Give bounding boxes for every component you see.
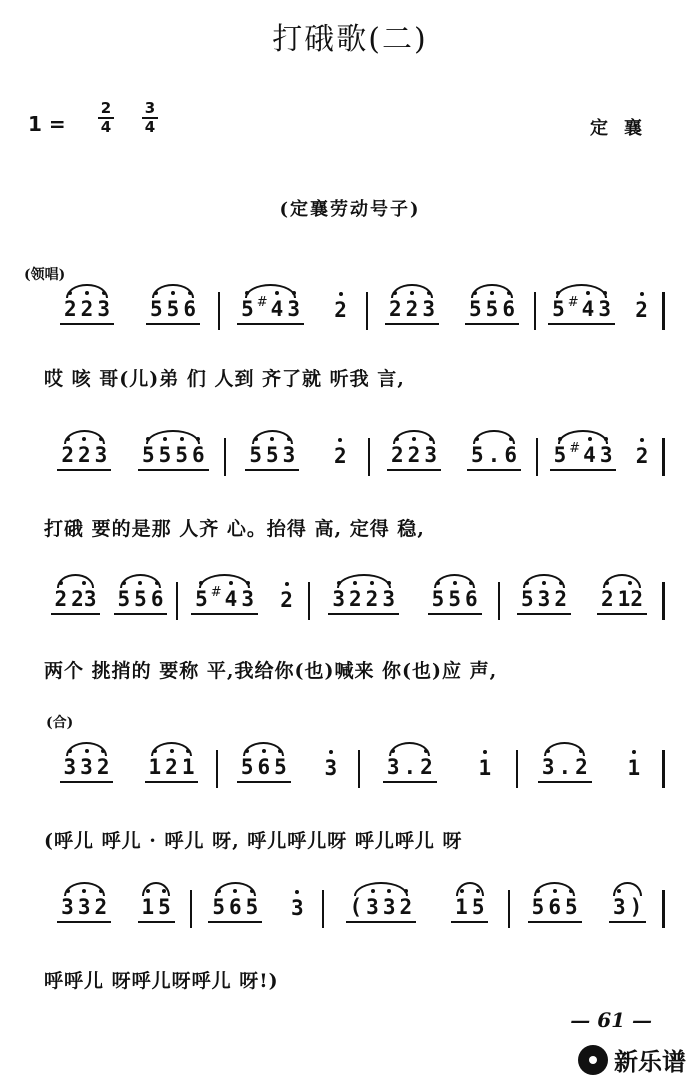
barline [218,292,220,330]
note-group [385,296,439,325]
note-group [146,296,200,325]
note: 1 [627,755,641,780]
lyric-line-5: 呼呼儿 呀呼儿呀呼儿 呀!) [44,970,279,992]
barline [662,292,665,330]
note: 2 [280,587,293,612]
note: 3 [282,442,296,467]
barline [308,582,310,620]
note-group [57,442,111,471]
measure [224,290,364,330]
note: 5 [245,894,259,919]
note: 5 [240,754,254,779]
lyric-line-2: 打硪 要的是那 人齐 心。抬得 高, 定得 稳, [44,518,425,540]
note: . [403,754,417,779]
note: 5 [241,296,254,321]
note: . [487,442,501,467]
note-group [145,754,199,783]
note-group [287,895,308,922]
note: 5 [274,754,287,779]
note: 3 [80,754,93,779]
note-group [138,894,175,923]
note: 5 [552,296,565,321]
measure [372,290,532,330]
barline [358,750,360,788]
barline [322,890,324,928]
note-group [330,443,351,470]
note: 5 [158,894,171,919]
note-group [465,296,519,325]
note: 3 [287,296,300,321]
note-group [609,894,646,923]
note: 3 [77,894,91,919]
note: 3 [382,894,396,919]
note: 2 [349,586,362,611]
note: 2 [391,442,404,467]
barline [176,582,178,620]
note: 6 [229,894,242,919]
note: 3 [97,296,110,321]
measure [540,290,660,330]
note: 2 [554,586,567,611]
note: 3 [241,586,254,611]
site-logo [578,1042,686,1077]
note-group [60,296,114,325]
note: 5 [471,894,485,919]
barline [534,292,536,330]
note: 2 [61,442,74,467]
lyric-line-3: 两个 挑捎的 要称 平,我给你(也)喊来 你(也)应 声, [44,660,498,682]
note: 2 [407,442,421,467]
note-group [346,894,417,923]
note: 5 [212,894,225,919]
note-group [245,442,299,471]
note: 3 [94,442,108,467]
notation-row-5 [44,888,666,928]
note-group [114,586,168,615]
notation-row-2 [44,436,666,476]
note: 2 [334,443,347,468]
note: 2 [635,297,648,322]
note: 5 [175,442,188,467]
note: 2 [94,894,108,919]
note: 6 [191,442,205,467]
notation-row-4 [44,748,666,788]
note-group [528,894,582,923]
note-group [208,894,262,923]
measure [504,580,660,620]
note: 5 [564,894,578,919]
note: 12 [617,586,643,611]
note: 2 [399,894,413,919]
measure [230,436,366,476]
barline [498,582,500,620]
note-group [467,442,521,471]
notation-row-1 [44,290,666,330]
note-group [475,755,496,782]
measure [374,436,534,476]
note: 5 [471,442,484,467]
measure [542,436,660,476]
note: 3 [382,586,395,611]
sharp-sign: # [256,294,268,310]
barline [662,750,665,788]
barline [516,750,518,788]
note: 1 [478,755,492,780]
note: 3 [324,755,338,780]
note-group [451,894,488,923]
note-group [57,894,111,923]
measure [182,580,306,620]
note-group [330,297,351,324]
note: 5 [469,296,482,321]
note: 5 [150,296,163,321]
note-group [51,586,101,615]
logo-text: 新乐谱 [614,1048,686,1076]
lyric-line-1: 哎 咳 哥(儿)弟 们 人到 齐了就 听我 言, [44,368,405,390]
measure [514,888,660,928]
note-group [60,754,114,783]
note-group [328,586,399,615]
barline [662,438,665,476]
note: 4 [270,296,284,321]
measure [44,580,174,620]
barline [368,438,370,476]
song-origin: 定襄 [590,118,658,139]
measure [222,748,356,788]
note: 6 [502,296,515,321]
note: . [558,754,572,779]
note: 3 [332,586,345,611]
note: 2 [420,754,433,779]
role-lead-label: (领唱) [24,267,66,283]
note: 5 [142,442,155,467]
note-group [517,586,571,615]
note: 3 [537,586,551,611]
note: 2 [389,296,402,321]
record-disc-icon [578,1045,608,1075]
note-group [387,442,441,471]
note: 5 [531,894,545,919]
barline [536,438,538,476]
note-group [383,754,437,783]
measure [44,290,216,330]
note: 3 [424,442,437,467]
note-group [597,586,647,615]
note: 5 [158,442,172,467]
note: 5 [448,586,461,611]
note: 3 [598,296,611,321]
note: 2 [365,586,379,611]
note: 5 [521,586,534,611]
note: 2 [78,442,91,467]
barline [508,890,510,928]
note-group [237,754,291,783]
lyric-line-4: (呼儿 呼儿 · 呼儿 呀, 呼儿呼儿呀 呼儿呼儿 呀 [44,830,463,852]
note: 6 [464,586,478,611]
measure [196,888,320,928]
note: 3 [291,895,304,920]
note: 3 [613,894,626,919]
note: 5 [431,586,445,611]
note: 6 [183,296,196,321]
note: 2 [80,296,94,321]
time-signature-3-4: 3 4 [142,101,158,135]
note: 5 [485,296,499,321]
sharp-sign: # [569,440,581,456]
note: 1 [141,894,155,919]
note: 2 [405,296,419,321]
barline [224,438,226,476]
note: 3 [541,754,555,779]
notation-row-3 [44,580,666,620]
note: 4 [583,442,596,467]
measure [522,748,660,788]
note: 4 [224,586,238,611]
note-group [550,442,617,471]
note-group [624,755,645,782]
note: 5 [134,586,147,611]
note-group [276,587,297,614]
note-group [631,297,652,324]
song-subtitle: (定襄劳动号子) [279,199,421,220]
note: 3 [599,442,613,467]
note: 5 [195,586,208,611]
barline [662,582,665,620]
note: 3 [366,894,379,919]
note: ) [629,894,643,919]
note-group [632,443,653,470]
measure [364,748,514,788]
note: 2 [165,754,178,779]
note: 2 [601,586,614,611]
sharp-sign: # [210,584,222,600]
barline [190,890,192,928]
key-signature: 1 = [28,112,66,136]
sharp-sign: # [567,294,579,310]
note: ( [349,894,363,919]
note: 2 [96,754,110,779]
note-group [548,296,615,325]
note-group [321,755,342,782]
note: 3 [61,894,74,919]
role-chorus-label: (合) [46,715,74,731]
note: 1 [181,754,195,779]
note: 6 [548,894,561,919]
note: 2 [635,443,649,468]
note-group [538,754,592,783]
measure [328,888,506,928]
measure [44,888,188,928]
note: 1 [148,754,162,779]
note: 3 [386,754,400,779]
note: 2 [54,586,68,611]
note: 5 [266,442,279,467]
note: 6 [504,442,517,467]
page-number: — 61 — [570,1008,652,1032]
barline [216,750,218,788]
note: 3 [63,754,77,779]
note: 1 [455,894,468,919]
note: 6 [257,754,271,779]
note: 2 [64,296,77,321]
time-signature-2-4: 2 4 [98,101,114,135]
barline [366,292,368,330]
note: 3 [422,296,435,321]
note-group [138,442,209,471]
measure [44,748,214,788]
note-group [428,586,482,615]
note: 5 [117,586,131,611]
note: 5 [249,442,262,467]
note: 5 [553,442,567,467]
barline [662,890,665,928]
note: 4 [581,296,595,321]
measure [314,580,496,620]
note: 23 [71,586,97,611]
note: 2 [575,754,588,779]
note-group [237,296,304,325]
note: 6 [150,586,164,611]
note-group [191,586,258,615]
measure [44,436,222,476]
note: 5 [166,296,180,321]
note: 2 [334,297,347,322]
song-title: 打硪歌(二) [272,22,428,57]
